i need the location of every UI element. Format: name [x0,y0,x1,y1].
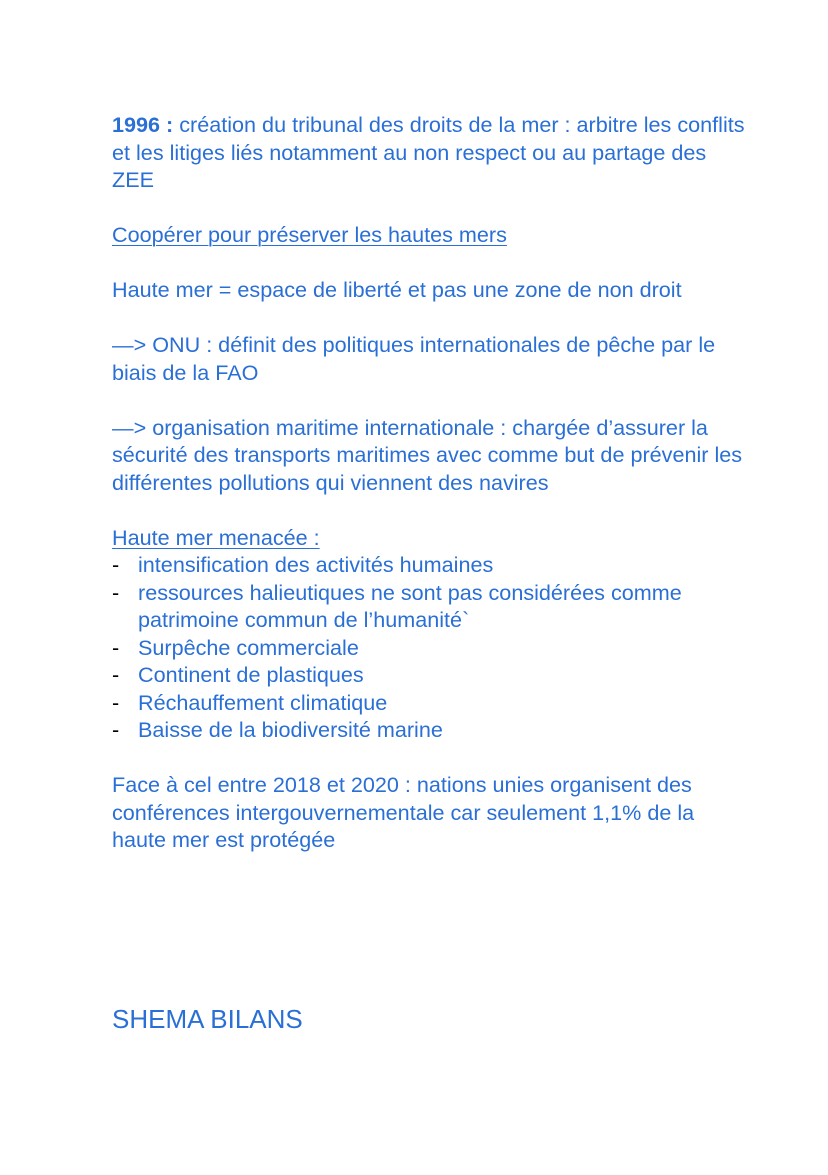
list-item-text: Baisse de la biodiversité marine [138,717,443,742]
list-item [112,551,752,579]
list-item-text: intensification des activités humaines [138,552,494,577]
heading-cooperer-text: Coopérer pour préserver les hautes mers [112,222,507,247]
dash-bullet: - [112,552,120,577]
heading-menacee [112,524,752,552]
list-item-text: Continent de plastiques [138,662,364,687]
threats-list [112,551,752,744]
heading-cooperer [112,221,752,249]
list-item [112,716,752,744]
list-item [112,634,752,662]
list-item [112,579,752,634]
footer-title: SHEMA BILANS [112,1004,303,1034]
year-label: 1996 : [112,112,174,137]
dash-bullet: - [112,579,120,605]
tribunal-text: création du tribunal des droits de la mer : arbitre les conflits et les litiges liés notamment au non respect ou au partage des ZEE [112,112,745,192]
paragraph-onu: —> ONU : définit des politiques internationales de pêche par le biais de la FAO [112,332,716,385]
paragraph-haute-mer: Haute mer = espace de liberté et pas une zone de non droit [112,277,682,302]
paragraph-omi: —> organisation maritime internationale : chargée d’assurer la sécurité des transports maritimes avec comme but de prévenir les différentes pollutions qui viennent des navires [112,414,743,495]
heading-menacee-text: Haute mer menacée : [112,524,320,550]
dash-bullet: - [112,662,120,687]
document-body [112,111,752,854]
dash-bullet: - [112,717,120,742]
list-item-text: Surpêche commerciale [138,634,359,660]
paragraph-conferences: Face à cel entre 2018 et 2020 : nations unies organisent des conférences intergouvernementale car seulement 1,1% de la haute mer est protégée [112,772,695,852]
dash-bullet: - [112,689,120,715]
dash-bullet: - [112,634,120,660]
list-item [112,661,752,689]
list-item-text: ressources halieutiques ne sont pas considérées comme patrimoine commun de l’humanité` [138,579,682,632]
paragraph-tribunal [112,111,752,194]
list-item-text: Réchauffement climatique [138,689,388,715]
list-item [112,689,752,717]
